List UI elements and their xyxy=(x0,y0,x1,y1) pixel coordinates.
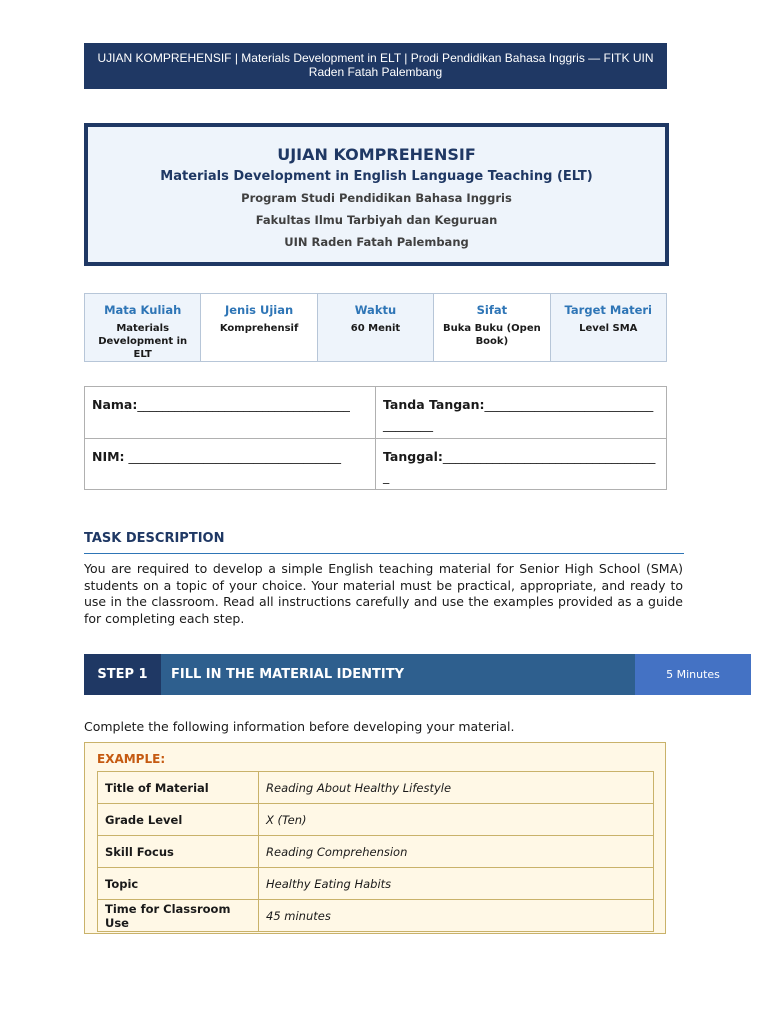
exam-title: UJIAN KOMPREHENSIF xyxy=(277,145,476,164)
example-key: Topic xyxy=(98,868,259,900)
name-blank[interactable]: __________________________________ xyxy=(137,397,350,412)
table-row xyxy=(98,868,654,900)
info-cell-nature xyxy=(434,294,550,362)
example-key: Skill Focus xyxy=(98,836,259,868)
page-header: UJIAN KOMPREHENSIF | Materials Development in ELT | Prodi Pendidikan Bahasa Inggris — FITK UIN Raden Fatah Palembang xyxy=(84,43,667,89)
program-line: Program Studi Pendidikan Bahasa Inggris xyxy=(241,191,512,205)
info-label: Waktu xyxy=(354,303,397,317)
date-label: Tanggal: xyxy=(383,448,443,464)
info-value: Buka Buku (Open Book) xyxy=(442,323,541,347)
example-box xyxy=(84,742,666,934)
example-value: 45 minutes xyxy=(259,900,654,932)
table-row xyxy=(98,900,654,932)
table-row xyxy=(98,804,654,836)
example-label: EXAMPLE: xyxy=(97,752,166,766)
info-value: Level SMA xyxy=(579,323,638,334)
nim-field[interactable] xyxy=(85,438,376,490)
nim-blank[interactable]: __________________________________ xyxy=(124,448,342,464)
step-number: STEP 1 xyxy=(84,654,161,695)
step-1-intro: Complete the following information before developing your material. xyxy=(84,719,515,734)
date-field[interactable] xyxy=(376,438,667,490)
example-value: Healthy Eating Habits xyxy=(259,868,654,900)
table-row xyxy=(98,836,654,868)
info-label: Jenis Ujian xyxy=(224,303,294,317)
table-row xyxy=(98,772,654,804)
task-description-heading: TASK DESCRIPTION xyxy=(84,531,684,554)
example-value: Reading Comprehension xyxy=(259,836,654,868)
example-table xyxy=(97,771,654,932)
step-title: FILL IN THE MATERIAL IDENTITY xyxy=(161,654,635,695)
info-value: 60 Menit xyxy=(350,323,401,334)
info-label: Target Materi xyxy=(564,303,652,317)
example-value: Reading About Healthy Lifestyle xyxy=(259,772,654,804)
date-blank[interactable]: ___________________________________ xyxy=(383,448,656,484)
exam-subtitle: Materials Development in English Language Teaching (ELT) xyxy=(160,169,593,184)
info-label: Sifat xyxy=(476,303,508,317)
university-line: UIN Raden Fatah Palembang xyxy=(284,235,469,249)
faculty-line: Fakultas Ilmu Tarbiyah dan Keguruan xyxy=(255,213,498,227)
info-cell-time xyxy=(317,294,433,362)
step-time-badge: 5 Minutes xyxy=(635,654,751,695)
task-description-text: You are required to develop a simple English teaching material for Senior High School (SMA) students on a topic of your choice. Your material must be practical, appropriate, and ready to use in the classroom. Read all instructions carefully and use the examples provided as a guide for completing each step. xyxy=(84,561,683,626)
nim-label: NIM: xyxy=(92,448,125,464)
info-value: Komprehensif xyxy=(219,323,299,334)
info-cell-target xyxy=(550,294,666,362)
info-label: Mata Kuliah xyxy=(104,303,182,317)
example-key: Grade Level xyxy=(98,804,259,836)
signature-blank[interactable]: ___________________________________ xyxy=(383,397,654,432)
example-value: X (Ten) xyxy=(259,804,654,836)
name-field[interactable] xyxy=(85,387,376,439)
info-cell-exam-type xyxy=(201,294,317,362)
name-label: Nama: xyxy=(92,397,138,412)
title-block xyxy=(84,123,669,266)
step-1-header xyxy=(84,654,720,695)
signature-label: Tanda Tangan: xyxy=(383,397,485,412)
exam-info-table xyxy=(84,293,667,362)
student-identity-table xyxy=(84,386,667,490)
info-cell-course xyxy=(85,294,201,362)
example-key: Title of Material xyxy=(98,772,259,804)
example-key: Time for Classroom Use xyxy=(98,900,259,932)
info-value: Materials Development in ELT xyxy=(98,323,188,360)
signature-field[interactable] xyxy=(376,387,667,439)
